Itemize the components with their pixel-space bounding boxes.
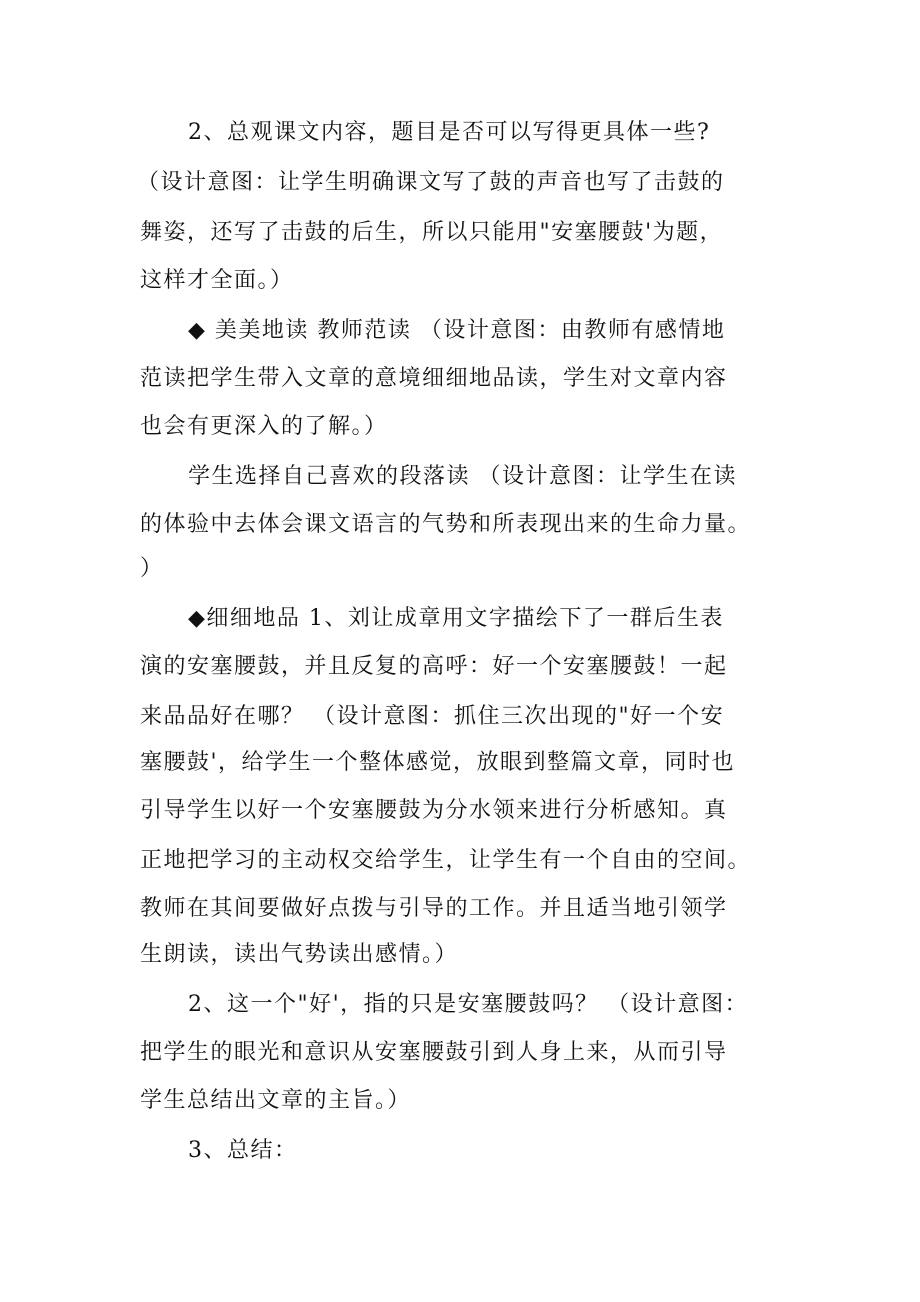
text-line: 2、总观课文内容，题目是否可以写得更具体一些? xyxy=(188,120,711,145)
text-line: 演的安塞腰鼓，并且反复的高呼：好一个安塞腰鼓！一起 xyxy=(140,654,728,679)
text-line: 塞腰鼓'，给学生一个整体感觉，放眼到整篇文章，同时也 xyxy=(140,750,736,775)
text-line: 范读把学生带入文章的意境细细地品读，学生对文章内容 xyxy=(140,366,728,391)
text-line: ） xyxy=(140,556,164,581)
text-line: 的体验中去体会课文语言的气势和所表现出来的生命力量。 xyxy=(140,512,752,537)
text-line: 把学生的眼光和意识从安塞腰鼓引到人身上来，从而引导 xyxy=(140,1040,728,1065)
text-line: 学生选择自己喜欢的段落读 （设计意图：让学生在读 xyxy=(188,464,737,489)
text-line: 也会有更深入的了解。） xyxy=(140,414,388,439)
text-line: 生朗读，读出气势读出感情。） xyxy=(140,942,459,967)
text-line: 来品品好在哪？ （设计意图：抓住三次出现的"好一个安 xyxy=(140,704,725,729)
text-line: ◆细细地品 1、刘让成章用文字描绘下了一群后生表 xyxy=(188,606,724,631)
text-line: （设计意图：让学生明确课文写了鼓的声音也写了击鼓的 xyxy=(137,170,725,195)
text-line: 引导学生以好一个安塞腰鼓为分水领来进行分析感知。真 xyxy=(140,798,728,823)
text-line: 正地把学习的主动权交给学生，让学生有一个自由的空间。 xyxy=(140,848,752,873)
text-line: 舞姿，还写了击鼓的后生，所以只能用"安塞腰鼓'为题， xyxy=(140,220,724,245)
text-line: 2、这一个"好'，指的只是安塞腰鼓吗？ （设计意图： xyxy=(188,992,749,1017)
text-line: 3、总结： xyxy=(188,1138,298,1163)
text-line: 教师在其间要做好点拨与引导的工作。并且适当地引领学 xyxy=(140,896,728,921)
text-line: 这样才全面。） xyxy=(140,268,294,293)
text-line: ◆ 美美地读 教师范读 （设计意图：由教师有感情地 xyxy=(188,318,726,343)
text-line: 学生总结出文章的主旨。） xyxy=(140,1088,412,1113)
